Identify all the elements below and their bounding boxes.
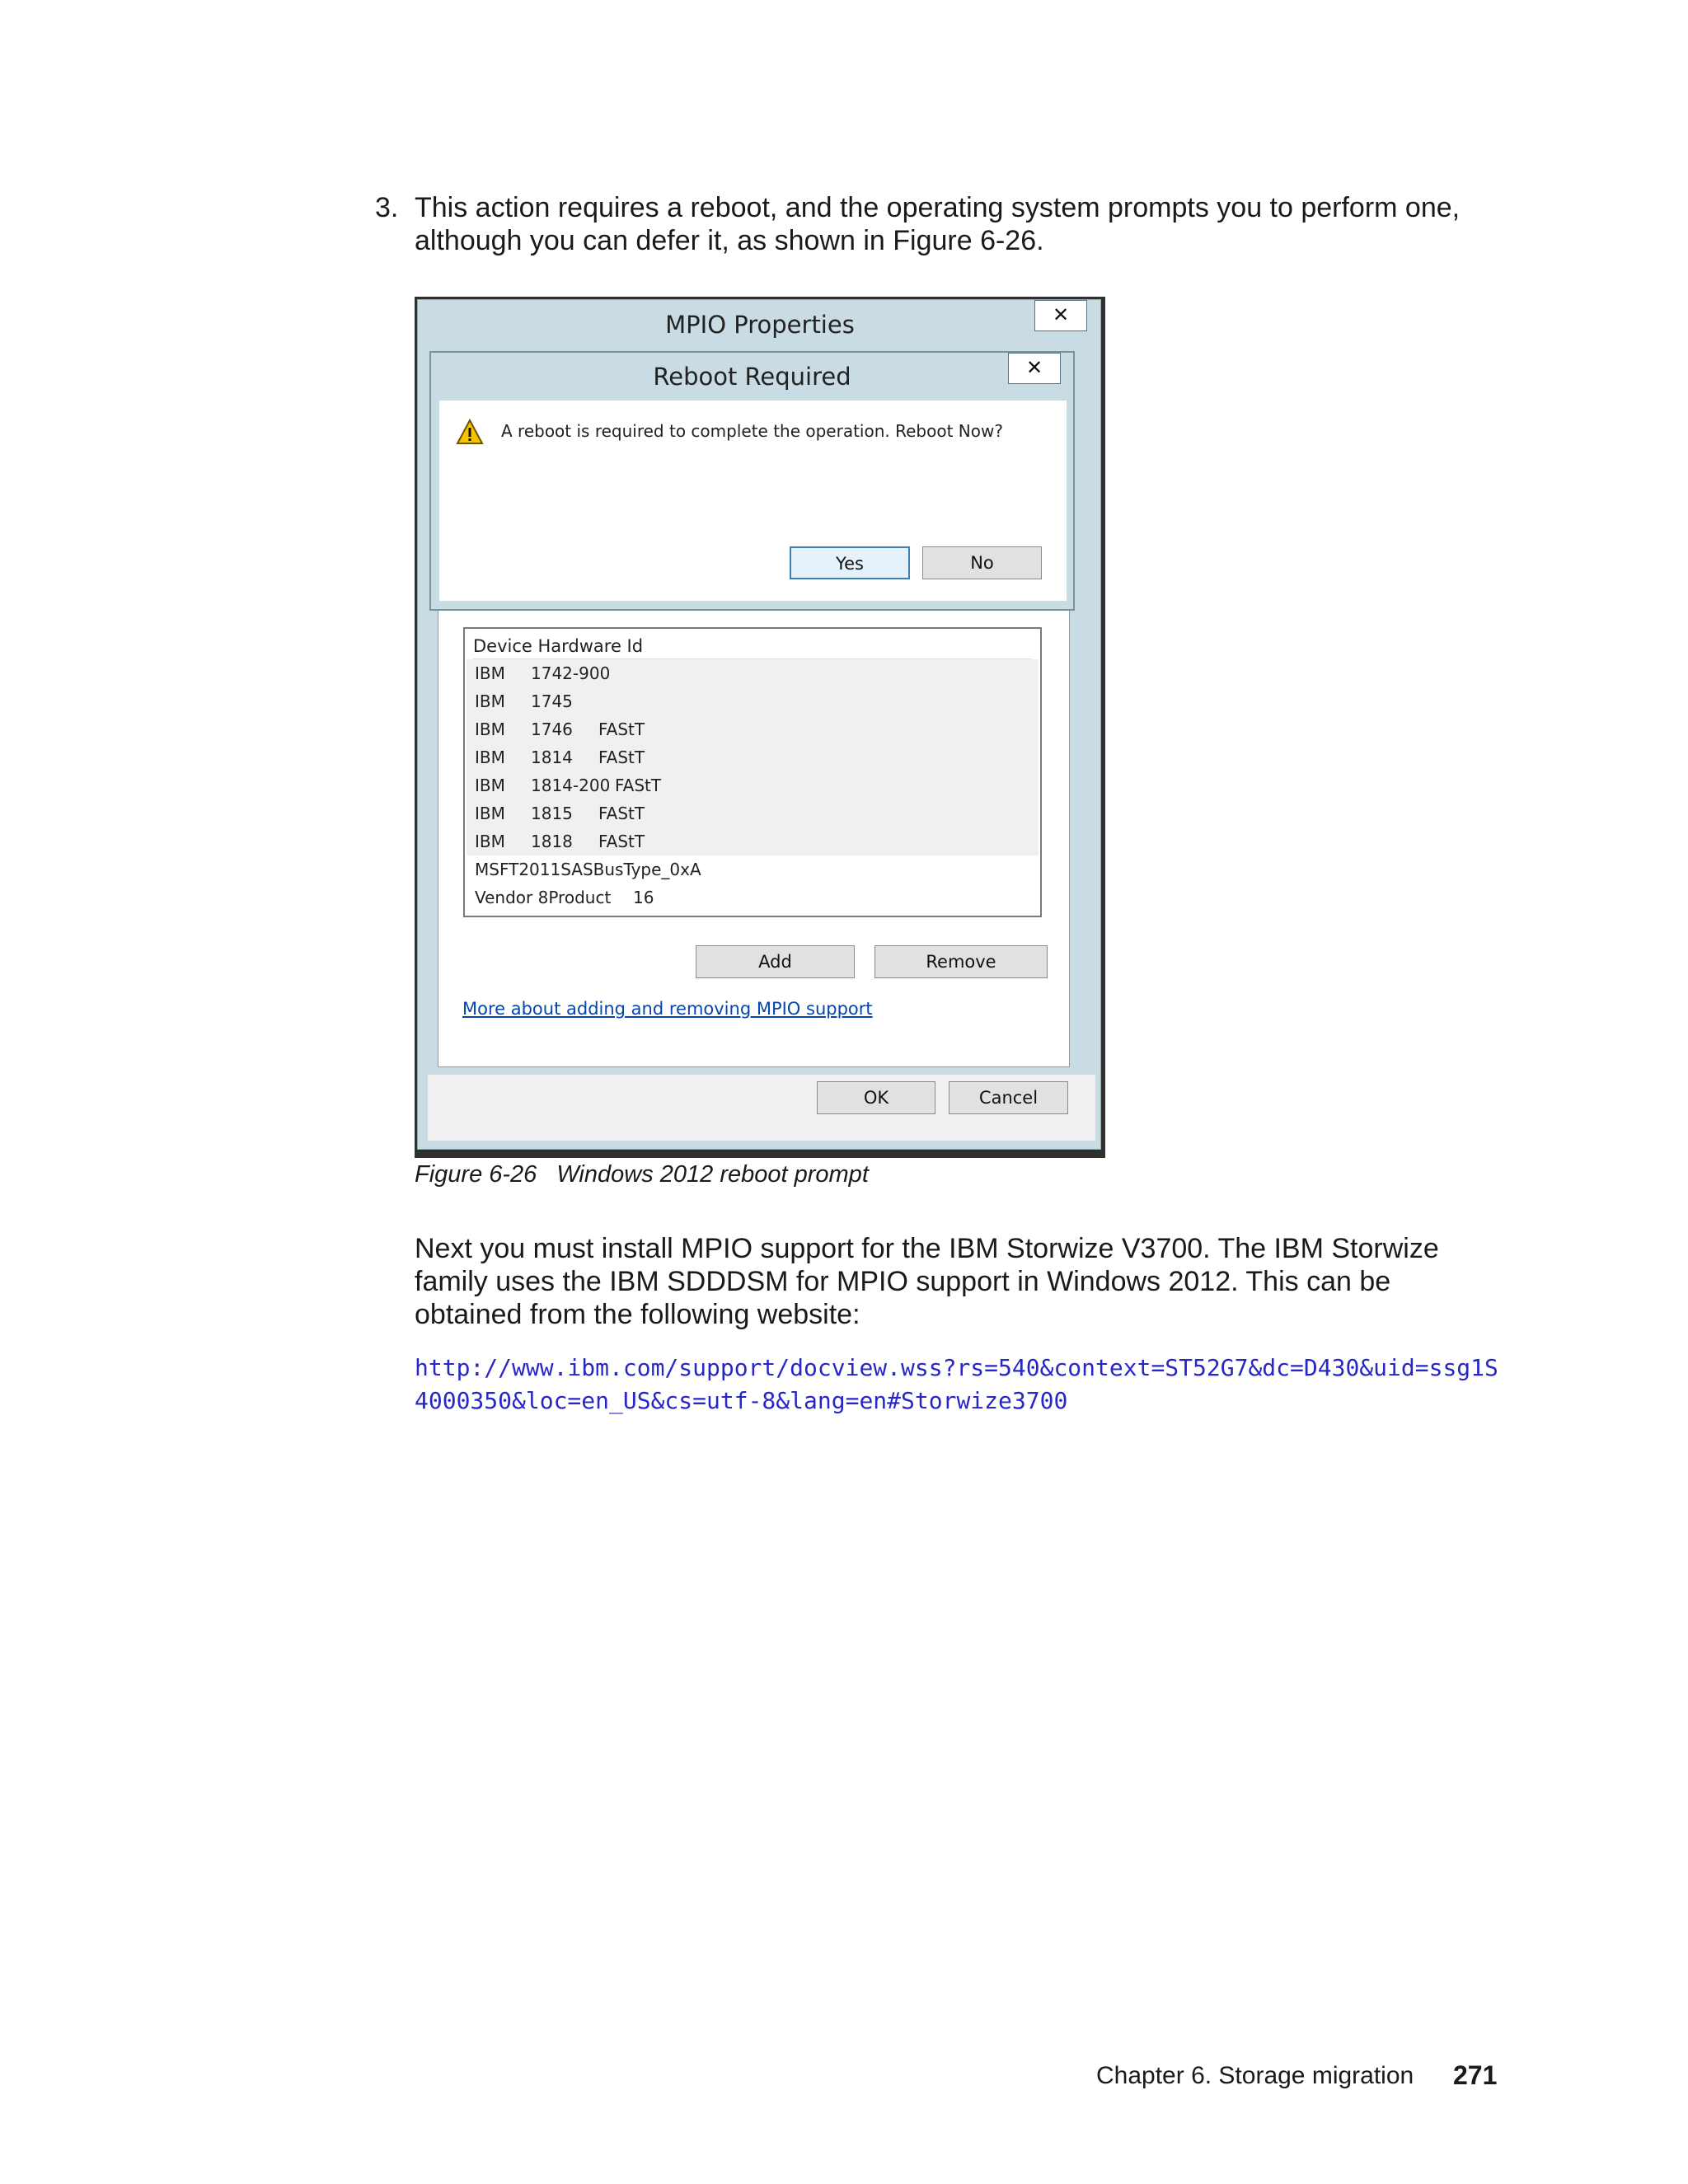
step-text: This action requires a reboot, and the operating system prompts you to perform one, although you can defer it, as shown in Figure 6-26. — [415, 192, 1461, 256]
mpio-close-button[interactable]: ✕ — [1034, 300, 1087, 331]
list-item[interactable]: MSFT2011SASBusType_0xA — [475, 860, 701, 879]
no-button[interactable]: No — [922, 546, 1042, 579]
list-item[interactable]: IBM 1814-200 FAStT — [467, 771, 1039, 799]
footer-chapter: Chapter 6. Storage migration — [1096, 2062, 1414, 2089]
page-number: 271 — [1453, 2060, 1498, 2090]
remove-button[interactable]: Remove — [874, 945, 1048, 978]
cancel-button[interactable]: Cancel — [949, 1081, 1068, 1114]
reboot-close-button[interactable]: ✕ — [1008, 353, 1061, 384]
reboot-message: A reboot is required to complete the operation. Reboot Now? — [501, 421, 1003, 441]
figure-caption-text: Windows 2012 reboot prompt — [556, 1161, 869, 1188]
figure-screenshot — [415, 297, 1105, 1158]
reboot-dialog-title: Reboot Required — [653, 363, 851, 391]
list-item[interactable]: IBM 1815 FAStT — [467, 799, 1039, 827]
yes-button[interactable]: Yes — [790, 546, 910, 579]
list-item[interactable]: IBM 1746 FAStT — [467, 715, 1039, 743]
mpio-window-title: MPIO Properties — [665, 311, 855, 339]
list-item[interactable]: Vendor 8Product 16 — [475, 888, 654, 907]
body-paragraph: Next you must install MPIO support for the IBM Storwize V3700. The IBM Storwize family uses the IBM SDDDSM for MPIO support in Windows 2012. This can be obtained from the following website: — [415, 1233, 1439, 1330]
device-list[interactable] — [463, 627, 1042, 917]
more-about-mpio-link[interactable]: More about adding and removing MPIO support — [462, 999, 873, 1019]
list-item[interactable]: IBM 1818 FAStT — [467, 827, 1039, 855]
ok-button[interactable]: OK — [817, 1081, 935, 1114]
figure-caption — [415, 1161, 869, 1188]
add-button[interactable]: Add — [696, 945, 855, 978]
reboot-required-dialog — [429, 351, 1075, 611]
device-list-header: Device Hardware Id — [473, 634, 1032, 659]
warning-icon — [456, 419, 484, 445]
mpio-properties-window — [417, 299, 1101, 1150]
list-item[interactable]: IBM 1814 FAStT — [467, 743, 1039, 771]
figure-label: Figure 6-26 — [415, 1161, 537, 1188]
step-number: 3. — [375, 192, 399, 223]
reboot-dialog-body — [439, 401, 1067, 601]
list-item[interactable]: IBM 1745 — [467, 687, 1039, 715]
list-item[interactable]: IBM 1742-900 — [467, 659, 1039, 687]
support-url-link[interactable]: http://www.ibm.com/support/docview.wss?rs=540&context=ST52G7&dc=D430&uid=ssg1S4000350&loc=en_US&cs=utf-8&lang=en#Storwize3700 — [415, 1354, 1498, 1414]
